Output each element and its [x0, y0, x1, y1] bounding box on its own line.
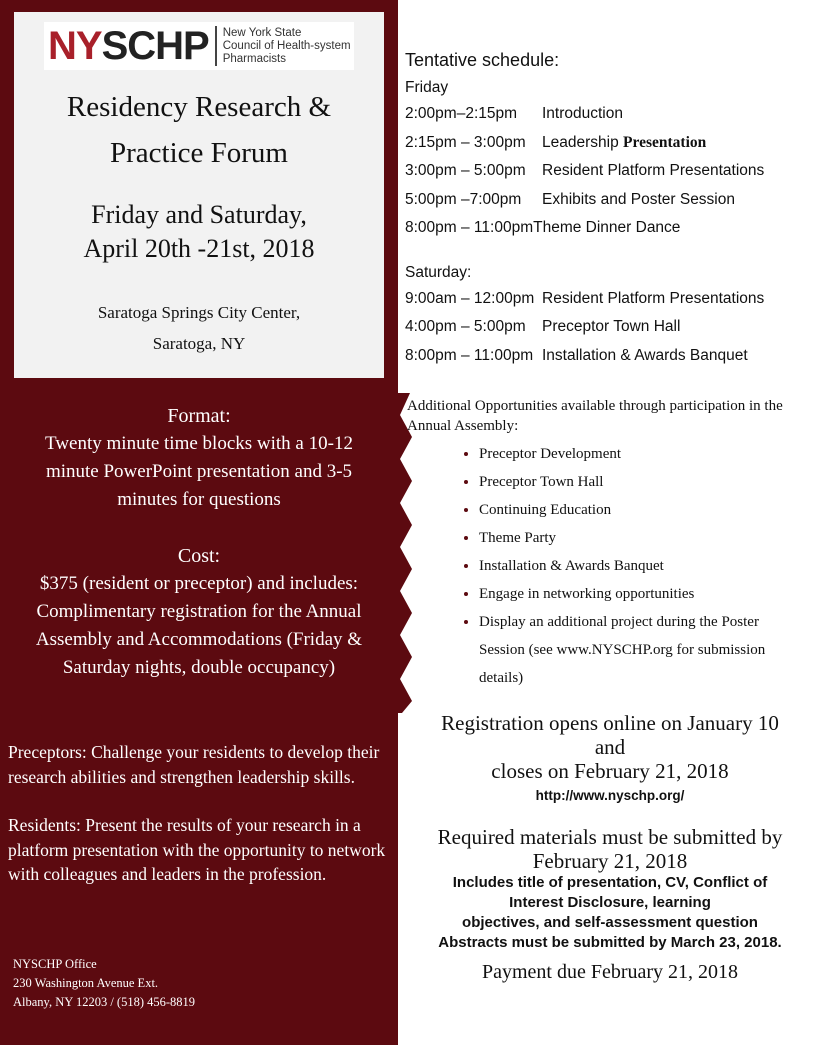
list-item: • Engage in networking opportunities	[479, 580, 807, 608]
payment-due: Payment due February 21, 2018	[481, 961, 739, 983]
registration-section	[404, 711, 816, 985]
additional-opportunities	[407, 396, 807, 692]
list-item: • Continuing Education	[479, 496, 807, 524]
format-cost-section	[0, 402, 398, 682]
friday-label: Friday	[405, 79, 449, 96]
registration-and: and	[594, 735, 626, 759]
schedule-title: Tentative schedule:	[405, 50, 560, 70]
schedule-row: 2:15pm – 3:00pm Leadership Presentation	[405, 133, 707, 151]
requirements-heading: Required materials must be submitted by	[437, 825, 783, 849]
registration-url-link[interactable]: http://www.nyschp.org/	[535, 788, 685, 803]
office-address: NYSCHP Office 230 Washington Avenue Ext. Albany, NY 12203 / (518) 456-8819	[13, 957, 196, 1009]
residents-text: Residents: Present the results of your research in a platform presentation with the opportunity to network with colleagues and leaders in the profession.	[8, 815, 386, 884]
logo-divider	[215, 26, 217, 66]
format-text: Twenty minute time blocks with a 10-12 minute PowerPoint presentation and 3-5 minutes for questions	[45, 433, 353, 510]
opportunities-intro: Additional Opportunities available through participation in the Annual Assembly:	[407, 398, 783, 434]
list-item: • Preceptor Development	[479, 440, 807, 468]
abstracts-deadline: Abstracts must be submitted by March 23, 2018.	[438, 934, 782, 951]
cost-text: $375 (resident or preceptor) and includes: Complimentary registration for the Annual Assembly and Accommodations (Friday & Saturday nights, double occupancy)	[35, 573, 363, 678]
schedule-row: 5:00pm –7:00pm Exhibits and Poster Session	[405, 190, 735, 208]
title-card	[14, 12, 384, 378]
event-dates: Friday and Saturday, April 20th -21st, 2018	[83, 200, 315, 263]
cost-heading: Cost:	[177, 545, 221, 567]
schedule-row: 8:00pm – 11:00pm Theme Dinner Dance	[405, 219, 681, 236]
nyschp-logo	[44, 22, 354, 70]
audience-section	[8, 740, 388, 911]
requirements-detail: objectives, and self-assessment question	[462, 914, 758, 931]
logo-organization-name: New York State Council of Health-system Pharmacists	[222, 26, 351, 65]
format-heading: Format:	[167, 405, 231, 427]
forum-title: Residency Research & Practice Forum	[66, 91, 332, 169]
schedule-row: 2:00pm–2:15pm Introduction	[405, 105, 623, 122]
saturday-label: Saturday:	[405, 263, 472, 281]
registration-closes: closes on February 21, 2018	[491, 759, 729, 783]
schedule-row: 3:00pm – 5:00pm Resident Platform Presentations	[405, 162, 765, 179]
event-venue: Saratoga Springs City Center, Saratoga, NY	[97, 303, 301, 353]
requirements-deadline: February 21, 2018	[532, 849, 688, 873]
tentative-schedule	[405, 48, 805, 370]
schedule-row: 9:00am – 12:00pm Resident Platform Presentations	[405, 289, 765, 307]
list-item: • Display an additional project during the Poster Session (see www.NYSCHP.org for submission details)	[479, 608, 807, 692]
schedule-row: 8:00pm – 11:00pm Installation & Awards Banquet	[405, 346, 748, 364]
opportunities-list	[407, 440, 807, 692]
list-item: • Theme Party	[479, 524, 807, 552]
schedule-row: 4:00pm – 5:00pm Preceptor Town Hall	[405, 318, 681, 335]
list-item: • Installation & Awards Banquet	[479, 552, 807, 580]
requirements-detail: Includes title of presentation, CV, Conflict of Interest Disclosure, learning	[452, 874, 768, 911]
preceptors-text: Preceptors: Challenge your residents to develop their research abilities and strengthen leadership skills.	[8, 742, 380, 787]
registration-opens: Registration opens online on January 10	[441, 711, 779, 735]
logo-mark: NYSCHP	[48, 24, 209, 68]
list-item: • Preceptor Town Hall	[479, 468, 807, 496]
